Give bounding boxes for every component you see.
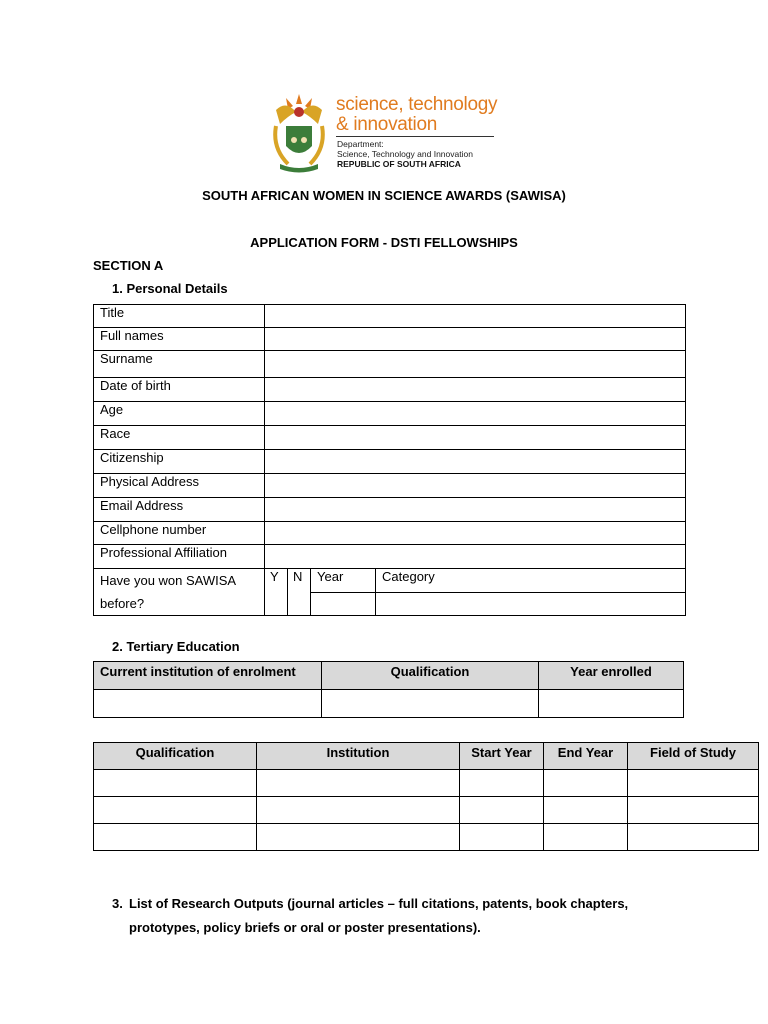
column-header: End Year — [544, 743, 628, 770]
dsti-logo — [262, 88, 512, 174]
sawisa-question — [94, 569, 265, 616]
no-option[interactable]: N — [288, 569, 311, 616]
sawisa-question-line2: before? — [100, 596, 145, 611]
table-cell[interactable] — [257, 824, 460, 851]
table-cell[interactable] — [460, 770, 544, 797]
dept-label: Department: — [337, 139, 384, 149]
logo-divider — [336, 136, 494, 137]
table-cell[interactable] — [460, 797, 544, 824]
research-outputs-line1: List of Research Outputs (journal articles – full citations, patents, book chapters, — [129, 896, 629, 911]
table-row — [94, 402, 686, 426]
table-row — [94, 378, 686, 402]
field-label: Citizenship — [94, 450, 265, 474]
dept-name: Science, Technology and Innovation — [337, 149, 473, 159]
field-label: Surname — [94, 351, 265, 378]
year-label: Year — [311, 569, 376, 593]
table-row — [94, 690, 684, 718]
table-cell[interactable] — [628, 824, 759, 851]
year-input-cell[interactable] — [311, 592, 376, 616]
citizenship-input-cell[interactable] — [265, 450, 686, 474]
column-header: Qualification — [322, 662, 539, 690]
current-enrolment-table — [93, 661, 684, 718]
surname-input-cell[interactable] — [265, 351, 686, 378]
address-input-cell[interactable] — [265, 474, 686, 498]
field-label: Physical Address — [94, 474, 265, 498]
brand-line-2: & innovation — [336, 114, 437, 135]
title-input-cell[interactable] — [265, 305, 686, 328]
age-input-cell[interactable] — [265, 402, 686, 426]
year-enrolled-input-cell[interactable] — [539, 690, 684, 718]
field-label: Full names — [94, 328, 265, 351]
field-label: Date of birth — [94, 378, 265, 402]
table-cell[interactable] — [257, 770, 460, 797]
table-cell[interactable] — [544, 770, 628, 797]
table-cell[interactable] — [460, 824, 544, 851]
race-input-cell[interactable] — [265, 426, 686, 450]
field-label: Email Address — [94, 498, 265, 522]
sawisa-question-text: Have you won SAWISA — [100, 573, 237, 588]
table-row — [94, 450, 686, 474]
tertiary-education-heading: 2. Tertiary Education — [112, 639, 240, 654]
field-label: Race — [94, 426, 265, 450]
category-input-cell[interactable] — [376, 592, 686, 616]
table-row — [94, 351, 686, 378]
brand-line-1: science, technology — [336, 94, 498, 115]
table-row — [94, 797, 759, 824]
table-cell[interactable] — [94, 824, 257, 851]
table-cell[interactable] — [94, 797, 257, 824]
table-cell[interactable] — [544, 797, 628, 824]
table-cell[interactable] — [94, 770, 257, 797]
institution-input-cell[interactable] — [94, 690, 322, 718]
cellphone-input-cell[interactable] — [265, 522, 686, 545]
full-names-input-cell[interactable] — [265, 328, 686, 351]
category-label: Category — [376, 569, 686, 593]
table-row — [94, 770, 759, 797]
personal-details-table — [93, 304, 686, 616]
column-header: Current institution of enrolment — [94, 662, 322, 690]
email-input-cell[interactable] — [265, 498, 686, 522]
form-subtitle: APPLICATION FORM - DSTI FELLOWSHIPS — [250, 235, 518, 250]
table-cell[interactable] — [628, 797, 759, 824]
table-row — [94, 498, 686, 522]
column-header: Qualification — [94, 743, 257, 770]
table-row — [94, 545, 686, 569]
field-label: Cellphone number — [94, 522, 265, 545]
field-label: Age — [94, 402, 265, 426]
table-row — [94, 522, 686, 545]
yes-option[interactable]: Y — [265, 569, 288, 616]
sawisa-question-line1 — [100, 569, 258, 592]
table-cell[interactable] — [257, 797, 460, 824]
personal-details-heading: 1. Personal Details — [112, 281, 228, 296]
table-row — [94, 569, 686, 593]
table-cell[interactable] — [628, 770, 759, 797]
section-label: SECTION A — [93, 258, 164, 273]
table-cell[interactable] — [544, 824, 628, 851]
column-header: Year enrolled — [539, 662, 684, 690]
table-row — [94, 305, 686, 328]
table-row — [94, 328, 686, 351]
dob-input-cell[interactable] — [265, 378, 686, 402]
column-header: Institution — [257, 743, 460, 770]
field-label: Professional Affiliation — [94, 545, 265, 569]
table-row — [94, 426, 686, 450]
qualification-input-cell[interactable] — [322, 690, 539, 718]
research-outputs-line2: prototypes, policy briefs or oral or poster presentations). — [129, 920, 481, 935]
table-row — [94, 743, 759, 770]
table-row — [94, 474, 686, 498]
dept-country: REPUBLIC OF SOUTH AFRICA — [337, 159, 461, 169]
affiliation-input-cell[interactable] — [265, 545, 686, 569]
table-row — [94, 824, 759, 851]
form-title: SOUTH AFRICAN WOMEN IN SCIENCE AWARDS (SAWISA) — [202, 188, 566, 203]
column-header: Start Year — [460, 743, 544, 770]
field-label: Title — [94, 305, 265, 328]
research-outputs-number: 3. — [112, 896, 123, 911]
coat-of-arms-icon — [266, 90, 332, 174]
table-row — [94, 662, 684, 690]
qualifications-history-table — [93, 742, 759, 851]
column-header: Field of Study — [628, 743, 759, 770]
